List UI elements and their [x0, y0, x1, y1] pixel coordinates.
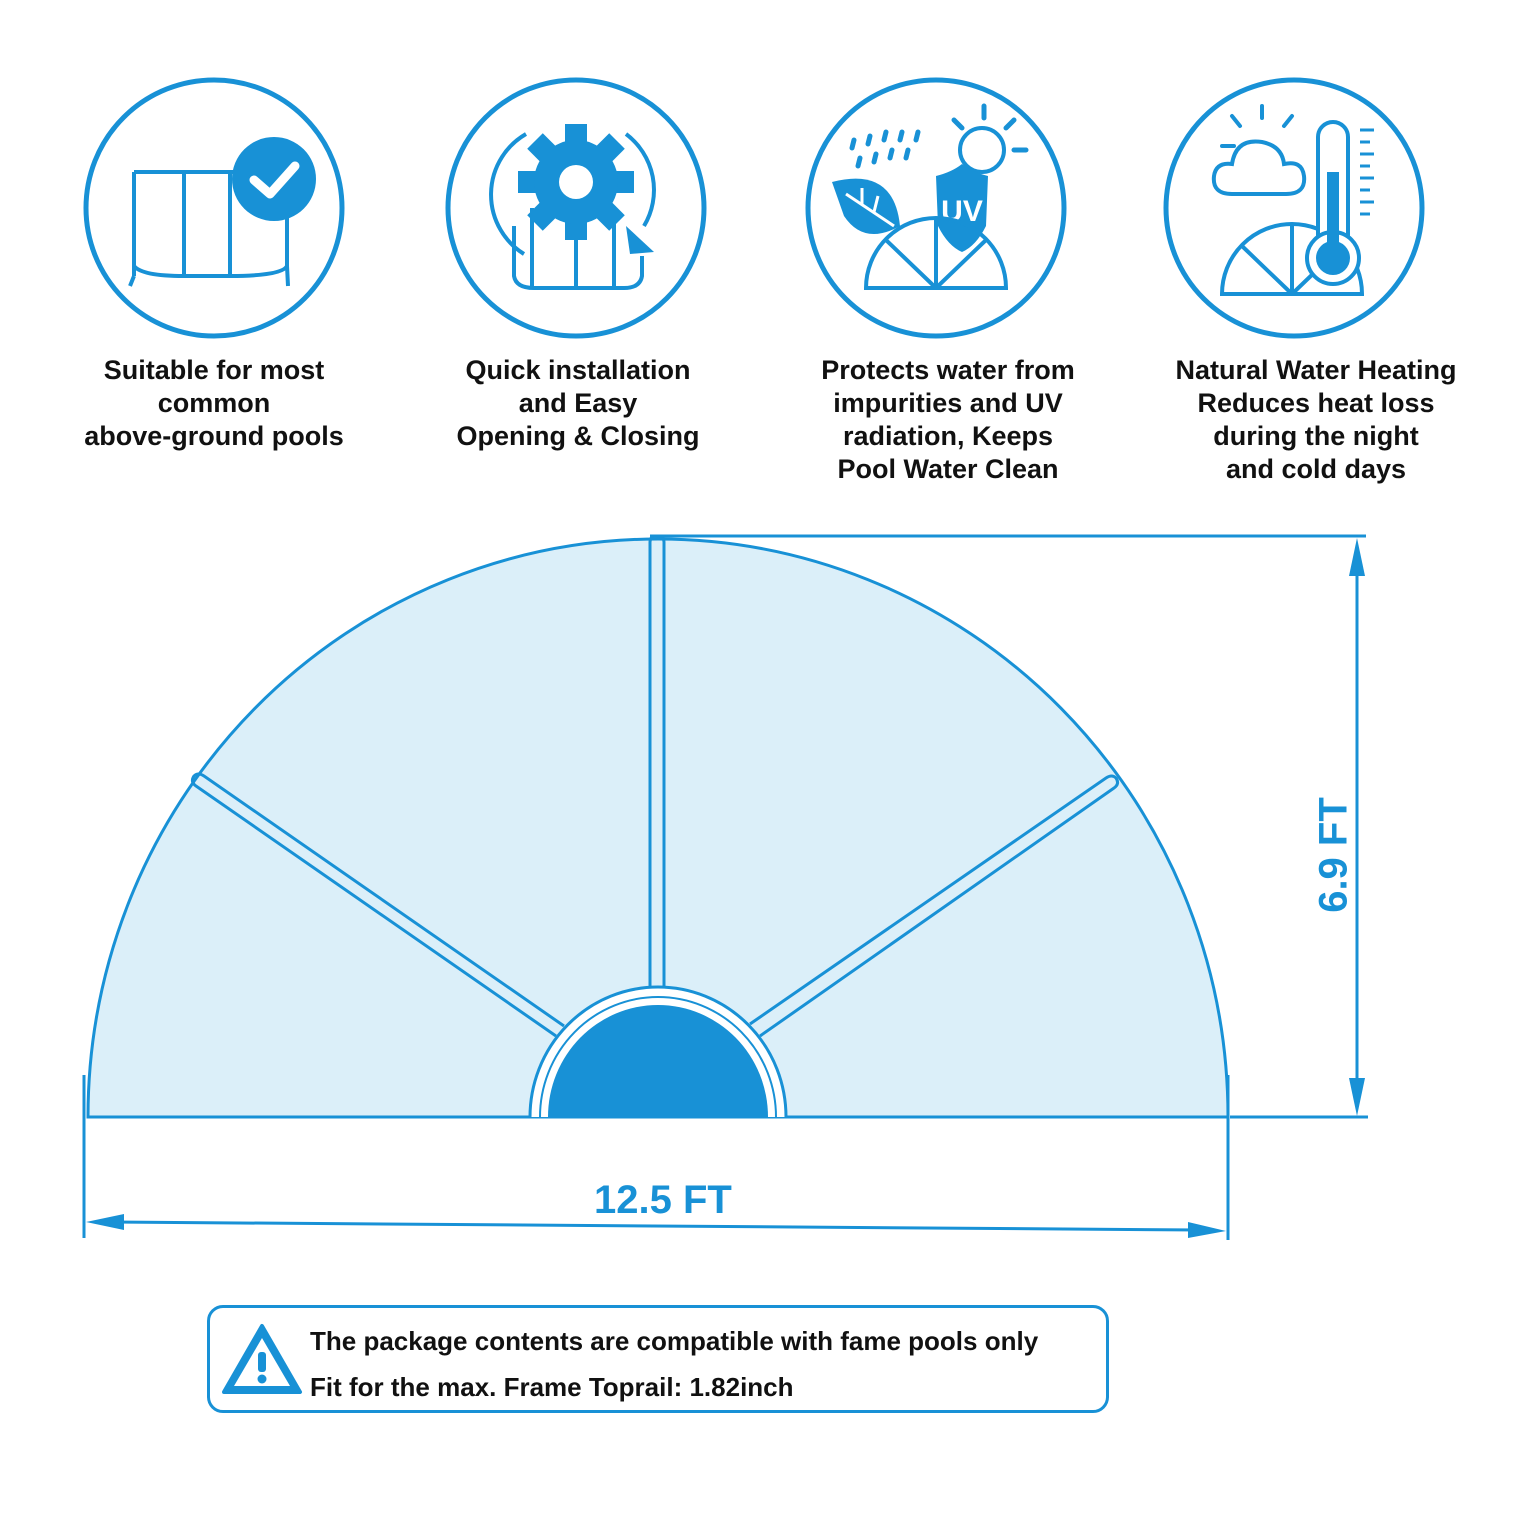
feature-caption-line: Natural Water Heating: [1175, 355, 1457, 385]
feature-caption-line: and cold days: [1225, 454, 1407, 484]
pool-frame-check-icon: [82, 76, 346, 340]
feature-caption-line: impurities and UV: [833, 388, 1063, 418]
feature-caption-line: during the night: [1213, 421, 1419, 451]
feature-caption-line: Pool Water Clean: [837, 454, 1059, 484]
gear-installation-icon: [444, 76, 708, 340]
feature-caption-line: Suitable for most: [103, 355, 325, 385]
feature-caption-line: above-ground pools: [84, 421, 344, 451]
pool-cover-diagram: [0, 500, 1534, 1260]
notice-line-1: The package contents are compatible with fame pools only: [310, 1326, 1039, 1356]
warning-icon: [220, 1322, 304, 1398]
compatibility-notice: [207, 1305, 1109, 1413]
feature-caption-line: common: [157, 388, 271, 418]
feature-caption-line: and Easy: [518, 388, 638, 418]
feature-caption-line: Protects water from: [821, 355, 1075, 385]
notice-line-2: Fit for the max. Frame Toprail: 1.82inch: [310, 1372, 794, 1402]
feature-caption-line: radiation, Keeps: [842, 421, 1054, 451]
thermometer-heating-icon: [1162, 76, 1426, 340]
uv-protection-icon: [804, 76, 1068, 340]
feature-caption-line: Opening & Closing: [456, 421, 700, 451]
svg-text:UV: UV: [941, 195, 983, 228]
feature-caption-line: Reduces heat loss: [1197, 388, 1435, 418]
width-dimension-label: 12.5 FT: [594, 1178, 732, 1222]
height-dimension-label: 6.9 FT: [1311, 797, 1356, 913]
feature-caption-line: Quick installation: [465, 355, 691, 385]
